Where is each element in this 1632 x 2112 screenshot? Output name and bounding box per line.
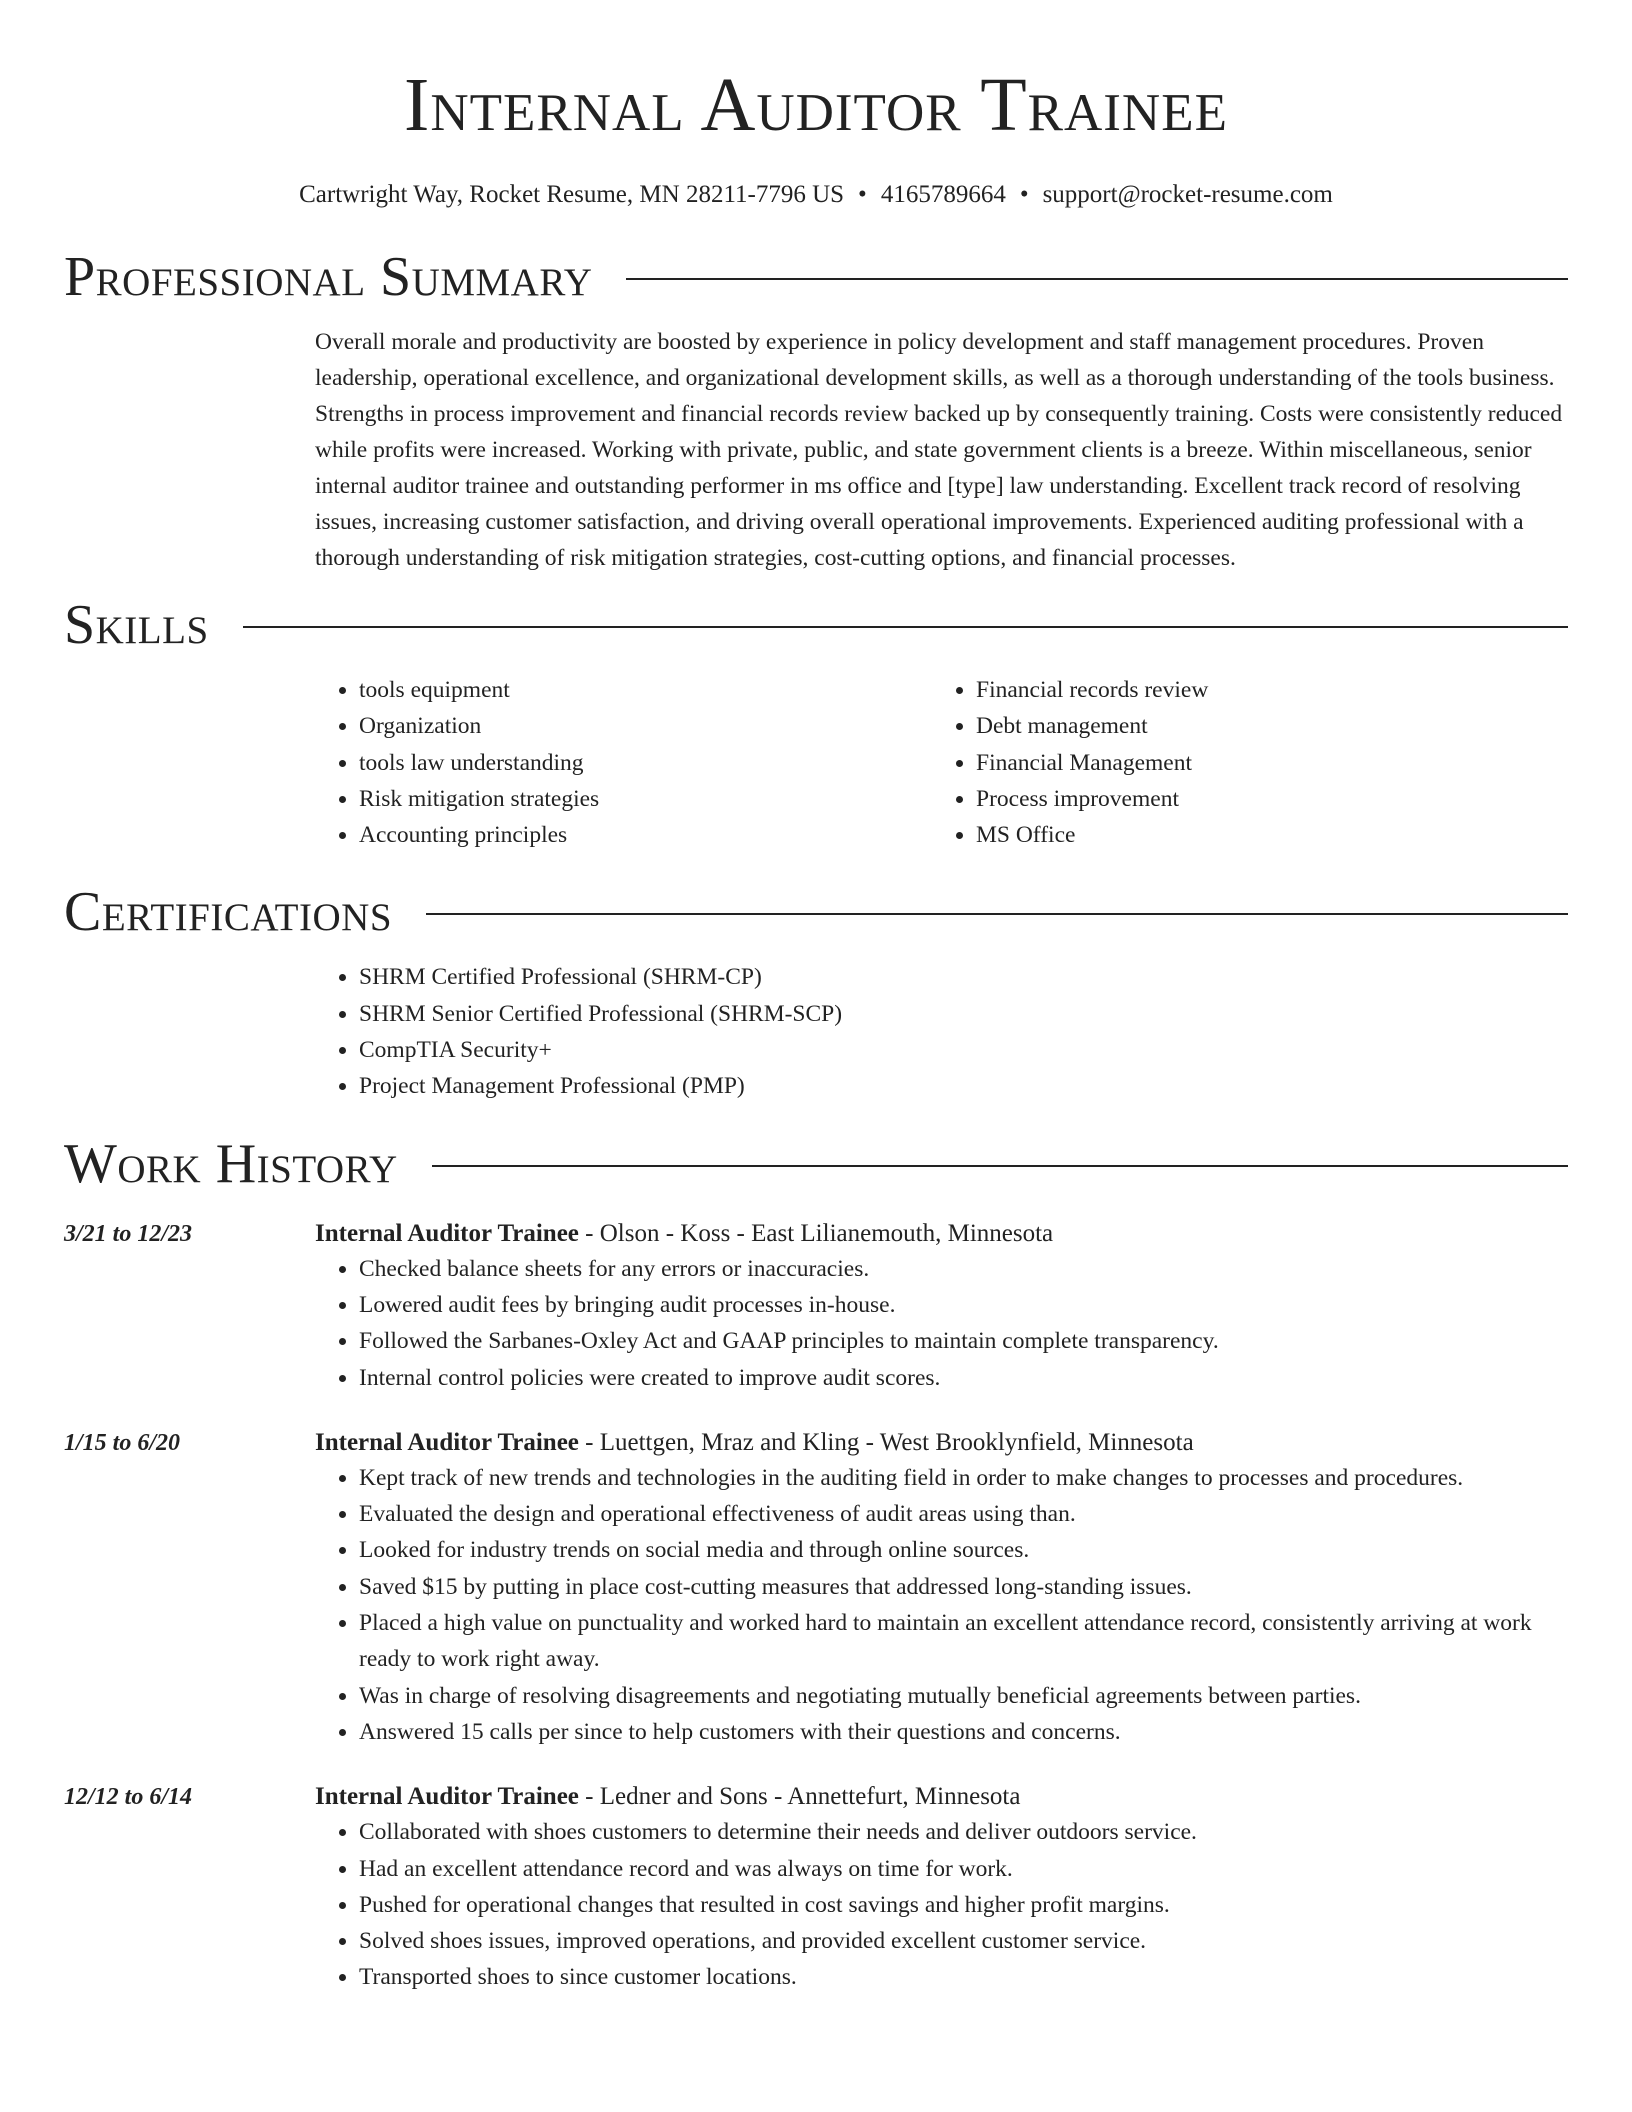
job-body (315, 1426, 1568, 1750)
email-text: support@rocket-resume.com (1042, 181, 1333, 208)
job-bullet: • Placed a high value on punctuality and worked hard to maintain an excellent attendance record, consistently arriving at work ready to work right away. (359, 1605, 1568, 1678)
job-bullet: • Saved $15 by putting in place cost-cutting measures that addressed long-standing issues. (359, 1569, 1568, 1605)
certification-item: • CompTIA Security+ (359, 1032, 1568, 1068)
job-dates: 12/12 to 6/14 (64, 1784, 193, 1811)
skill-item: • MS Office (976, 817, 1549, 853)
skill-item: • Process improvement (976, 781, 1549, 817)
work-history-section-title: Work History (64, 1132, 398, 1195)
summary-section-title: Professional Summary (64, 246, 593, 308)
summary-text: Overall morale and productivity are boosted by experience in policy development and staff management procedures. Proven leadership, operational excellence, and organizational development skills, as well as a thorough understanding of the tools business. Strengths in process improvement and financial records review backed up by consequently training. Costs were consistently reduced while profits were increased. Working with private, public, and state government clients is a breeze. Within miscellaneous, senior internal auditor trainee and outstanding performer in ms office and [type] law understanding. Excellent track record of resolving issues, increasing customer satisfaction, and driving overall operational improvements. Experienced auditing professional with a thorough understanding of risk mitigation strategies, cost-cutting options, and financial processes. (315, 329, 1563, 571)
job-body (315, 1217, 1568, 1396)
skills-section-title: Skills (64, 594, 209, 656)
contact-separator: • (1019, 181, 1029, 208)
phone-text: 4165789664 (880, 181, 1006, 208)
job-company-location: - Luettgen, Mraz and Kling - West Brooklynfield, Minnesota (578, 1428, 1194, 1456)
job-role: Internal Auditor Trainee (315, 1428, 579, 1456)
section-divider (243, 626, 1568, 628)
section-divider (426, 913, 1568, 915)
skill-item: • tools law understanding (359, 745, 932, 781)
skill-item: • tools equipment (359, 672, 932, 708)
job-bullet: • Was in charge of resolving disagreements and negotiating mutually beneficial agreements between parties. (359, 1678, 1568, 1714)
job-dates: 1/15 to 6/20 (64, 1429, 181, 1456)
job-bullet: • Pushed for operational changes that resulted in cost savings and higher profit margins. (359, 1887, 1568, 1923)
job-bullet: • Answered 15 calls per since to help customers with their questions and concerns. (359, 1714, 1568, 1750)
job-company-location: - Olson - Koss - East Lilianemouth, Minnesota (578, 1219, 1054, 1247)
certification-item: • Project Management Professional (PMP) (359, 1068, 1568, 1104)
skill-item: • Organization (359, 708, 932, 744)
job-bullet: • Internal control policies were created to improve audit scores. (359, 1360, 1568, 1396)
job-bullet: • Solved shoes issues, improved operations, and provided excellent customer service. (359, 1923, 1568, 1959)
resume-page (64, 0, 1568, 1996)
skill-item: • Debt management (976, 708, 1549, 744)
job-entry (64, 1217, 1568, 1396)
skills-section-header (64, 592, 1568, 658)
skill-item: • Accounting principles (359, 817, 932, 853)
job-bullet: • Lowered audit fees by bringing audit processes in-house. (359, 1287, 1568, 1323)
job-body (315, 1780, 1568, 1995)
section-divider (432, 1165, 1568, 1167)
skill-item: • Financial Management (976, 745, 1549, 781)
certifications-section-header (64, 879, 1568, 945)
skills-list (315, 672, 1568, 853)
section-divider (626, 278, 1568, 280)
job-bullet: • Looked for industry trends on social media and through online sources. (359, 1532, 1568, 1568)
job-title-line (315, 1426, 1568, 1460)
certification-item: • SHRM Certified Professional (SHRM-CP) (359, 959, 1568, 995)
job-bullet: • Collaborated with shoes customers to determine their needs and deliver outdoors service. (359, 1814, 1568, 1850)
job-title-line (315, 1217, 1568, 1251)
summary-body (315, 324, 1568, 576)
job-bullets (315, 1460, 1568, 1750)
address-text: Cartwright Way, Rocket Resume, MN 28211-7796 US (299, 181, 845, 208)
certifications-section-title: Certifications (64, 881, 393, 944)
job-role: Internal Auditor Trainee (315, 1219, 579, 1247)
certification-item: • SHRM Senior Certified Professional (SHRM-SCP) (359, 996, 1568, 1032)
contact-separator: • (858, 181, 867, 208)
job-role: Internal Auditor Trainee (315, 1783, 579, 1811)
job-bullet: • Followed the Sarbanes-Oxley Act and GAAP principles to maintain complete transparency. (359, 1323, 1568, 1359)
job-bullets (315, 1251, 1568, 1396)
contact-line (64, 178, 1568, 212)
job-company-location: - Ledner and Sons - Annettefurt, Minnesota (578, 1783, 1021, 1811)
job-bullet: • Kept track of new trends and technologies in the auditing field in order to make changes to processes and procedures. (359, 1460, 1568, 1496)
skills-column-right (932, 672, 1549, 853)
job-entry (64, 1426, 1568, 1750)
work-history-section-header (64, 1131, 1568, 1197)
certifications-list (315, 959, 1568, 1104)
job-bullet: • Checked balance sheets for any errors or inaccuracies. (359, 1251, 1568, 1287)
job-bullet: • Had an excellent attendance record and was always on time for work. (359, 1851, 1568, 1887)
skills-column-left (315, 672, 932, 853)
skill-item: • Financial records review (976, 672, 1549, 708)
job-bullet: • Evaluated the design and operational effectiveness of audit areas using than. (359, 1496, 1568, 1532)
job-dates: 3/21 to 12/23 (64, 1220, 193, 1247)
summary-section-header (64, 244, 1568, 310)
job-bullets (315, 1814, 1568, 1995)
skill-item: • Risk mitigation strategies (359, 781, 932, 817)
job-bullet: • Transported shoes to since customer locations. (359, 1959, 1568, 1995)
job-title-line (315, 1780, 1568, 1814)
candidate-name: Internal Auditor Trainee (404, 63, 1228, 147)
job-entry (64, 1780, 1568, 1995)
